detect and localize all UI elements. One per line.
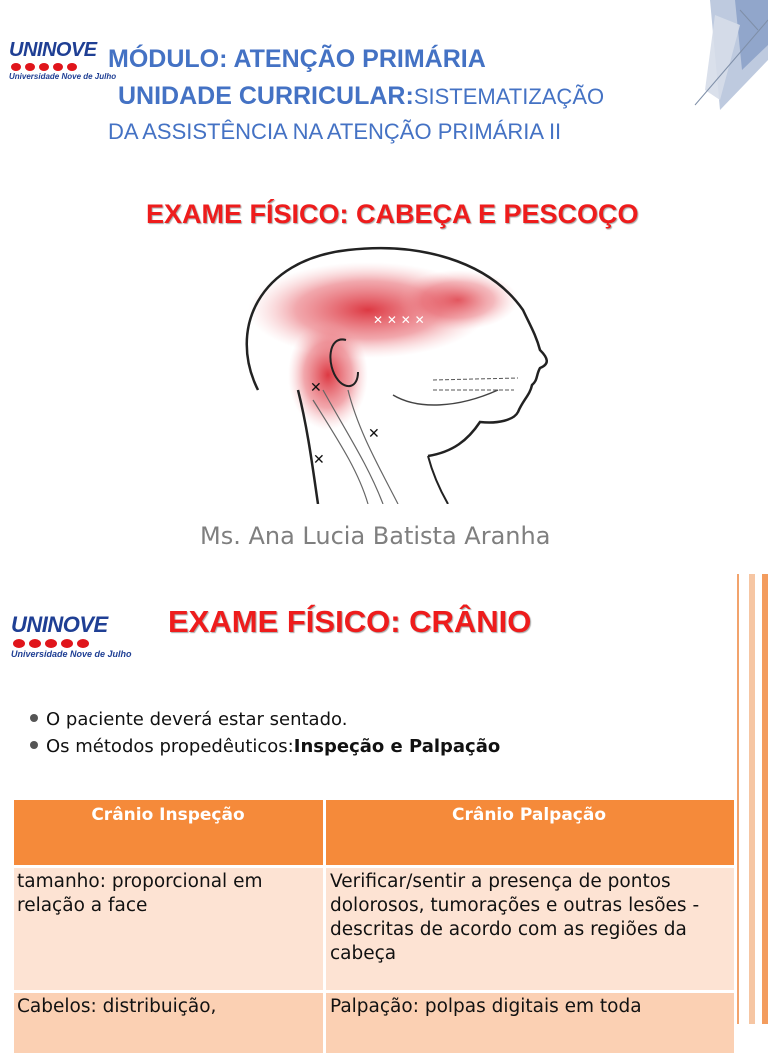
logo-wordmark: UNINOVE (9, 39, 97, 61)
logo-wordmark: UNINOVE (11, 612, 108, 637)
uninove-logo (11, 614, 132, 659)
curricular-unit-label: UNIDADE CURRICULAR: (118, 82, 414, 110)
table-cell: Verificar/sentir a presença de pontos dolorosos, tumorações e outras lesões - descritas de acordo com as regiões da cabeça (323, 868, 734, 990)
corner-decoration-icon (680, 0, 768, 120)
cranio-table (14, 800, 734, 1053)
svg-text:✕: ✕ (368, 426, 380, 442)
table-cell: Palpação: polpas digitais em toda (323, 993, 734, 1053)
curricular-unit-name: SISTEMATIZAÇÃO (413, 84, 605, 109)
uninove-logo (9, 40, 116, 81)
table-cell: Cabelos: distribuição, (17, 996, 217, 1017)
bullet-list (30, 709, 500, 763)
table-header-cell: Crânio Inspeção (91, 805, 245, 825)
svg-text:✕: ✕ (313, 452, 325, 468)
curricular-unit-title (118, 82, 604, 111)
table-row (14, 868, 734, 990)
table-cell: tamanho: proporcional em relação a face (17, 871, 263, 917)
head-neck-illustration (218, 240, 558, 504)
logo-dots-icon (13, 639, 132, 648)
table-header-row (14, 800, 734, 865)
curricular-unit-name-cont: DA ASSISTÊNCIA NA ATENÇÃO PRIMÁRIA II (108, 119, 562, 144)
logo-dots-icon (11, 63, 116, 71)
table-header-cell: Crânio Palpação (323, 800, 734, 865)
bullet-text: Os métodos propedêuticos: (46, 736, 294, 757)
svg-text:✕: ✕ (310, 380, 322, 396)
bullet-bold-text: Inspeção e Palpação (293, 736, 501, 757)
logo-subtitle: Universidade Nove de Julho (9, 72, 117, 81)
bullet-icon (30, 741, 38, 749)
table-row (14, 993, 734, 1053)
bullet-text: O paciente deverá estar sentado. (46, 709, 348, 730)
slide-title: EXAME FÍSICO: CRÂNIO (168, 604, 532, 639)
bullet-icon (30, 714, 38, 722)
svg-text:✕ ✕ ✕ ✕: ✕ ✕ ✕ ✕ (373, 313, 425, 327)
edge-bar (737, 574, 739, 1024)
module-title: MÓDULO: ATENÇÃO PRIMÁRIA (108, 45, 486, 73)
edge-bar (749, 574, 755, 1024)
cover-title: EXAME FÍSICO: CABEÇA E PESCOÇO (146, 199, 639, 229)
edge-bar (762, 574, 768, 1024)
bullet-item (30, 709, 500, 730)
bullet-item (30, 736, 500, 757)
logo-subtitle: Universidade Nove de Julho (11, 649, 132, 659)
author-name: Ms. Ana Lucia Batista Aranha (200, 522, 551, 550)
